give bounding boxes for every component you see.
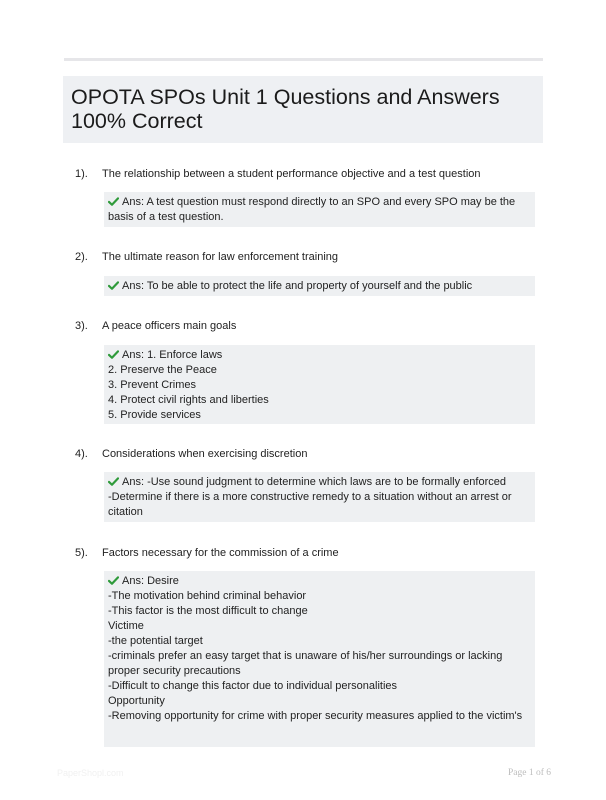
question-number: 3). <box>75 320 88 332</box>
question-number: 2). <box>75 251 88 263</box>
answer-line: -Determine if there is a more constructive remedy to a situation without an arrest or citation <box>108 491 512 518</box>
top-divider <box>64 58 543 61</box>
answer-line: -Removing opportunity for crime with proper security measures applied to the victim's <box>108 710 523 722</box>
question-text: A peace officers main goals <box>102 320 237 332</box>
answer-box <box>104 192 535 227</box>
answer-line: Victime <box>108 620 144 632</box>
question-number: 4). <box>75 448 88 460</box>
answer-line: -This factor is the most difficult to change <box>108 605 308 617</box>
check-icon <box>108 197 119 206</box>
answer-line: -Difficult to change this factor due to individual personalities <box>108 680 398 692</box>
answer-box <box>104 571 535 747</box>
answer-line: 5. Provide services <box>108 409 201 421</box>
check-icon <box>108 576 119 585</box>
check-icon <box>108 281 119 290</box>
answer-line: Ans: 1. Enforce laws <box>108 348 531 363</box>
question-text: The relationship between a student performance objective and a test question <box>102 168 481 180</box>
page-indicator: Page 1 of 6 <box>508 768 552 778</box>
page-title: OPOTA SPOs Unit 1 Questions and Answers 100% Correct <box>71 85 500 133</box>
answer-line: Opportunity <box>108 695 165 707</box>
answer-line: 4. Protect civil rights and liberties <box>108 394 269 406</box>
answer-line: Ans: A test question must respond directly to an SPO and every SPO may be the basis of a test question. <box>108 196 516 223</box>
answer-box <box>104 472 535 522</box>
question-text: The ultimate reason for law enforcement training <box>102 251 339 263</box>
answer-line: Ans: To be able to protect the life and property of yourself and the public <box>108 279 531 294</box>
answer-line: -The motivation behind criminal behavior <box>108 590 307 602</box>
answer-line: Ans: -Use sound judgment to determine which laws are to be formally enforced <box>108 475 531 490</box>
answer-box <box>104 276 535 296</box>
question-number: 1). <box>75 168 88 180</box>
watermark-text: PaperShopl.com <box>57 768 124 778</box>
answer-line: Ans: Desire <box>108 574 531 589</box>
answer-line: 2. Preserve the Peace <box>108 364 217 376</box>
title-banner <box>63 76 543 143</box>
answer-line: -criminals prefer an easy target that is unaware of his/her surroundings or lacking proper security precautions <box>108 650 503 677</box>
answer-line: 3. Prevent Crimes <box>108 379 197 391</box>
check-icon <box>108 350 119 359</box>
check-icon <box>108 477 119 486</box>
answer-line: -the potential target <box>108 635 203 647</box>
question-text: Factors necessary for the commission of a crime <box>102 547 339 559</box>
answer-box <box>104 345 535 424</box>
question-number: 5). <box>75 547 88 559</box>
question-text: Considerations when exercising discretion <box>102 448 308 460</box>
